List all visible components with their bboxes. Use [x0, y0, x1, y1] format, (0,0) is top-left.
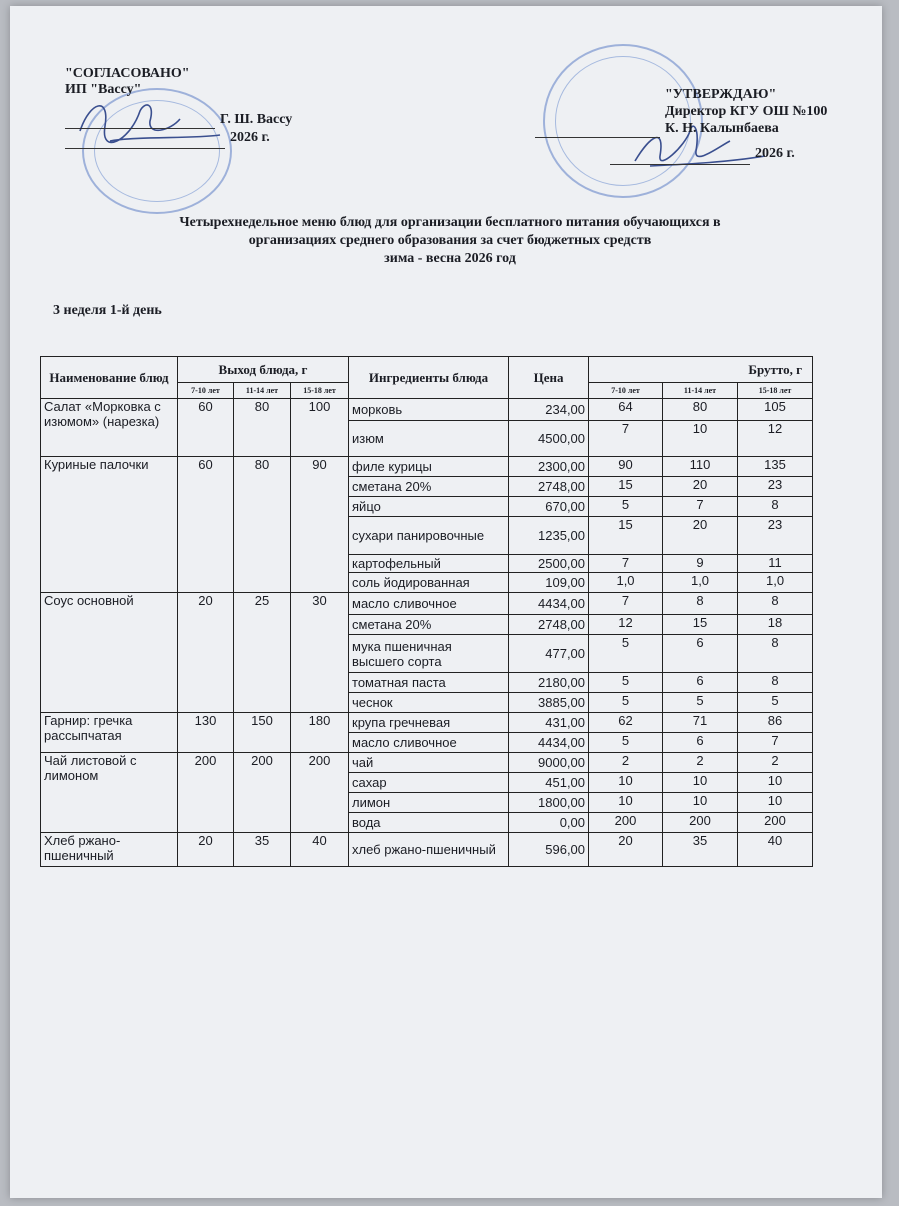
- brutto-cell: 7: [589, 593, 663, 615]
- brutto-cell: 110: [663, 457, 738, 477]
- output-cell: 130: [178, 713, 234, 753]
- approval-left-date: 2026 г.: [230, 130, 270, 145]
- output-cell: 90: [291, 457, 349, 593]
- output-cell: 25: [234, 593, 291, 713]
- brutto-cell: 200: [663, 813, 738, 833]
- price-cell: 431,00: [509, 713, 589, 733]
- dish-name-cell: Салат «Морковка с изюмом» (нарезка): [41, 399, 178, 457]
- dish-name-cell: Гарнир: гречка рассыпчатая: [41, 713, 178, 753]
- brutto-cell: 7: [663, 497, 738, 517]
- brutto-cell: 5: [589, 497, 663, 517]
- approval-right-position: Директор КГУ ОШ №100: [665, 104, 828, 119]
- ingredient-cell: сухари панировочные: [349, 517, 509, 555]
- price-cell: 1800,00: [509, 793, 589, 813]
- brutto-cell: 71: [663, 713, 738, 733]
- brutto-cell: 18: [738, 615, 813, 635]
- brutto-cell: 1,0: [589, 573, 663, 593]
- price-cell: 3885,00: [509, 693, 589, 713]
- brutto-cell: 8: [738, 673, 813, 693]
- brutto-cell: 11: [738, 555, 813, 573]
- brutto-cell: 8: [738, 593, 813, 615]
- brutto-cell: 200: [738, 813, 813, 833]
- dish-name-cell: Соус основной: [41, 593, 178, 713]
- title-line-2: организациях среднего образования за счет бюджетных средств: [248, 233, 652, 248]
- dish-name-cell: Хлеб ржано-пшеничный: [41, 833, 178, 867]
- price-cell: 1235,00: [509, 517, 589, 555]
- price-cell: 109,00: [509, 573, 589, 593]
- price-cell: 4434,00: [509, 593, 589, 615]
- price-cell: 4434,00: [509, 733, 589, 753]
- brutto-cell: 9: [663, 555, 738, 573]
- approval-left-org: ИП "Вассу": [65, 82, 142, 97]
- brutto-cell: 10: [738, 793, 813, 813]
- ingredient-cell: яйцо: [349, 497, 509, 517]
- ingredient-cell: филе курицы: [349, 457, 509, 477]
- brutto-cell: 8: [663, 593, 738, 615]
- approval-right-heading: "УТВЕРЖДАЮ": [665, 87, 777, 102]
- brutto-cell: 15: [589, 517, 663, 555]
- brutto-cell: 20: [589, 833, 663, 867]
- table-row: [41, 833, 813, 867]
- approval-left-heading: "СОГЛАСОВАНО": [65, 66, 190, 81]
- output-cell: 20: [178, 833, 234, 867]
- ingredient-cell: сметана 20%: [349, 615, 509, 635]
- brutto-cell: 10: [663, 793, 738, 813]
- approval-right-date: 2026 г.: [755, 146, 795, 161]
- price-cell: 670,00: [509, 497, 589, 517]
- menu-table: [40, 356, 813, 867]
- ingredient-cell: томатная паста: [349, 673, 509, 693]
- output-cell: 80: [234, 399, 291, 457]
- brutto-cell: 40: [738, 833, 813, 867]
- brutto-cell: 10: [663, 421, 738, 457]
- ingredient-cell: масло сливочное: [349, 593, 509, 615]
- table-row: [41, 713, 813, 733]
- header-output-age-2: 11-14 лет: [234, 383, 291, 399]
- brutto-cell: 7: [589, 421, 663, 457]
- brutto-cell: 5: [738, 693, 813, 713]
- price-cell: 2300,00: [509, 457, 589, 477]
- output-cell: 60: [178, 457, 234, 593]
- brutto-cell: 12: [738, 421, 813, 457]
- header-output: Выход блюда, г: [178, 357, 349, 383]
- price-cell: 4500,00: [509, 421, 589, 457]
- brutto-cell: 90: [589, 457, 663, 477]
- output-cell: 20: [178, 593, 234, 713]
- approval-right-signer: К. Н. Калынбаева: [665, 121, 779, 136]
- table-row: [41, 399, 813, 421]
- ingredient-cell: соль йодированная: [349, 573, 509, 593]
- ingredient-cell: сахар: [349, 773, 509, 793]
- document-page: [10, 6, 882, 1198]
- brutto-cell: 2: [738, 753, 813, 773]
- brutto-cell: 5: [589, 635, 663, 673]
- week-day-label: 3 неделя 1-й день: [53, 303, 162, 318]
- brutto-cell: 135: [738, 457, 813, 477]
- brutto-cell: 1,0: [663, 573, 738, 593]
- output-cell: 200: [178, 753, 234, 833]
- brutto-cell: 5: [663, 693, 738, 713]
- ingredient-cell: вода: [349, 813, 509, 833]
- brutto-cell: 23: [738, 517, 813, 555]
- output-cell: 60: [178, 399, 234, 457]
- table-row: [41, 593, 813, 615]
- ingredient-cell: морковь: [349, 399, 509, 421]
- dish-name-cell: Чай листовой с лимоном: [41, 753, 178, 833]
- brutto-cell: 6: [663, 635, 738, 673]
- brutto-cell: 5: [589, 733, 663, 753]
- ingredient-cell: масло сливочное: [349, 733, 509, 753]
- ingredient-cell: мука пшеничная высшего сорта: [349, 635, 509, 673]
- header-price: Цена: [509, 357, 589, 399]
- brutto-cell: 10: [663, 773, 738, 793]
- output-cell: 100: [291, 399, 349, 457]
- price-cell: 2180,00: [509, 673, 589, 693]
- ingredient-cell: чай: [349, 753, 509, 773]
- price-cell: 2748,00: [509, 477, 589, 497]
- header-dish: Наименование блюд: [41, 357, 178, 399]
- dish-name-cell: Куриные палочки: [41, 457, 178, 593]
- brutto-cell: 10: [589, 793, 663, 813]
- header-ingredients: Ингредиенты блюда: [349, 357, 509, 399]
- brutto-cell: 7: [589, 555, 663, 573]
- output-cell: 35: [234, 833, 291, 867]
- price-cell: 234,00: [509, 399, 589, 421]
- header-brutto-age-1: 7-10 лет: [589, 383, 663, 399]
- ingredient-cell: крупа гречневая: [349, 713, 509, 733]
- price-cell: 2500,00: [509, 555, 589, 573]
- output-cell: 200: [291, 753, 349, 833]
- brutto-cell: 2: [663, 753, 738, 773]
- brutto-cell: 80: [663, 399, 738, 421]
- title-line-1: Четырехнедельное меню блюд для организации бесплатного питания обучающихся в: [179, 215, 721, 230]
- brutto-cell: 86: [738, 713, 813, 733]
- brutto-cell: 6: [663, 673, 738, 693]
- header-brutto-age-3: 15-18 лет: [738, 383, 813, 399]
- output-cell: 150: [234, 713, 291, 753]
- brutto-cell: 7: [738, 733, 813, 753]
- output-cell: 40: [291, 833, 349, 867]
- brutto-cell: 15: [663, 615, 738, 635]
- header-output-age-1: 7-10 лет: [178, 383, 234, 399]
- table-row: [41, 753, 813, 773]
- ingredient-cell: чеснок: [349, 693, 509, 713]
- ingredient-cell: сметана 20%: [349, 477, 509, 497]
- brutto-cell: 200: [589, 813, 663, 833]
- brutto-cell: 2: [589, 753, 663, 773]
- ingredient-cell: лимон: [349, 793, 509, 813]
- brutto-cell: 5: [589, 693, 663, 713]
- brutto-cell: 20: [663, 517, 738, 555]
- brutto-cell: 20: [663, 477, 738, 497]
- brutto-cell: 8: [738, 635, 813, 673]
- brutto-cell: 5: [589, 673, 663, 693]
- output-cell: 30: [291, 593, 349, 713]
- output-cell: 80: [234, 457, 291, 593]
- output-cell: 200: [234, 753, 291, 833]
- price-cell: 9000,00: [509, 753, 589, 773]
- price-cell: 596,00: [509, 833, 589, 867]
- brutto-cell: 35: [663, 833, 738, 867]
- price-cell: 0,00: [509, 813, 589, 833]
- approval-left-block: [65, 66, 190, 98]
- document-title: [70, 214, 830, 268]
- approval-right-block: [665, 86, 827, 137]
- price-cell: 477,00: [509, 635, 589, 673]
- output-cell: 180: [291, 713, 349, 753]
- brutto-cell: 23: [738, 477, 813, 497]
- brutto-cell: 12: [589, 615, 663, 635]
- ingredient-cell: хлеб ржано-пшеничный: [349, 833, 509, 867]
- ingredient-cell: картофельный: [349, 555, 509, 573]
- brutto-cell: 6: [663, 733, 738, 753]
- header-brutto: Брутто, г: [589, 357, 813, 383]
- signature-left-icon: [70, 91, 230, 156]
- table-row: [41, 457, 813, 477]
- brutto-cell: 1,0: [738, 573, 813, 593]
- approval-left-signer: Г. Ш. Вассу: [220, 112, 293, 127]
- brutto-cell: 105: [738, 399, 813, 421]
- price-cell: 451,00: [509, 773, 589, 793]
- brutto-cell: 15: [589, 477, 663, 497]
- brutto-cell: 10: [738, 773, 813, 793]
- brutto-cell: 64: [589, 399, 663, 421]
- brutto-cell: 8: [738, 497, 813, 517]
- header-output-age-3: 15-18 лет: [291, 383, 349, 399]
- header-brutto-age-2: 11-14 лет: [663, 383, 738, 399]
- title-line-3: зима - весна 2026 год: [384, 251, 516, 266]
- ingredient-cell: изюм: [349, 421, 509, 457]
- price-cell: 2748,00: [509, 615, 589, 635]
- brutto-cell: 10: [589, 773, 663, 793]
- brutto-cell: 62: [589, 713, 663, 733]
